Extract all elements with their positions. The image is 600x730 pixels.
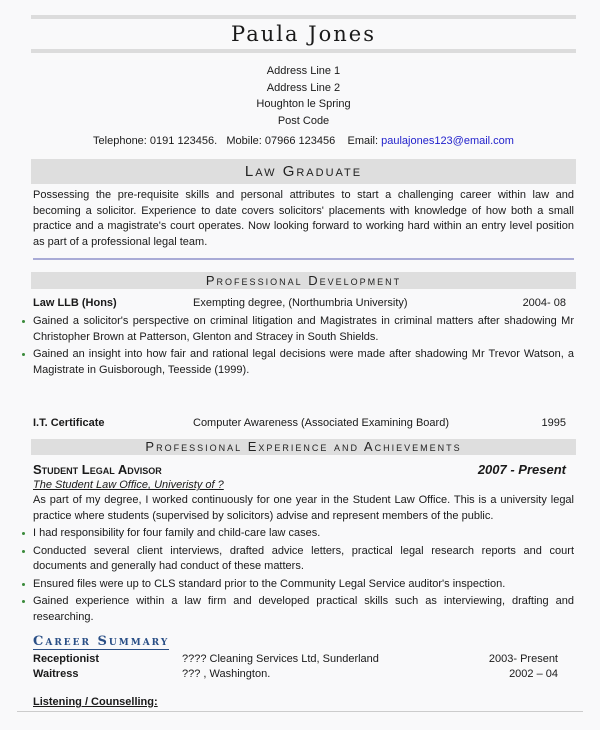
candidate-name: Paula Jones: [231, 22, 376, 46]
list-item: Gained a solicitor's perspective on criminal litigation and Magistrates in criminal matters after shadowing Mr Christopher Brown at Patterson, Glenton and Stracey in South Shields.: [33, 314, 574, 345]
qualification-title: Law LLB (Hons): [33, 297, 117, 309]
list-item: Gained an insight into how fair and rational legal decisions were made after shadowing Mr Trevor Watson, a Magistrate in Guisborough, Teesside (1999).: [33, 347, 574, 378]
profile-text: Possessing the pre-requisite skills and personal attributes to start a challenging career within law and becoming a solicitor. Experience to date covers solicitors' placements with knowledge of how both a small practice and a magistrate's court operates. Now looking forward to working hard within an entry level position as part of a professional legal team.: [33, 189, 574, 248]
top-rule: [31, 15, 576, 19]
qualification-row: [33, 416, 574, 431]
qualification-detail: Exempting degree, (Northumbria University): [193, 297, 408, 309]
role-row: [33, 462, 574, 477]
career-role: Waitress: [33, 668, 79, 680]
address-line: Address Line 2: [266, 81, 341, 94]
qualification-title: I.T. Certificate: [33, 417, 105, 429]
address-line: Address Line 1: [266, 65, 341, 77]
list-item: Conducted several client interviews, drafted advice letters, practical legal research reports and court documents and generally had conduct of these matters.: [33, 544, 574, 575]
bottom-rule: [17, 711, 583, 712]
career-role: Receptionist: [33, 653, 100, 665]
list-item: I had responsibility for four family and child-care law cases.: [33, 526, 574, 542]
qualification-row: [33, 296, 574, 311]
career-employer: ???? Cleaning Services Ltd, Sunderland: [182, 653, 379, 665]
career-row: [33, 667, 574, 682]
section-divider: [33, 258, 574, 260]
career-row: [33, 652, 574, 667]
career-employer: ??? , Washington.: [182, 668, 271, 680]
section-header-law-graduate: Law Graduate: [31, 159, 576, 184]
address-line: Houghton le Spring: [256, 98, 351, 110]
name-rule: [31, 49, 576, 53]
qualification-detail: Computer Awareness (Associated Examining Board): [193, 417, 449, 429]
role-summary: As part of my degree, I worked continuously for one year in the Student Law Office. This is a university legal practice where students (supervised by solicitors) advise and represent members of the public.: [33, 494, 574, 522]
email-label: Email:: [347, 135, 379, 147]
contact-line: [31, 134, 576, 149]
address-line: Post Code: [277, 114, 330, 127]
role-title: Student Legal Advisor: [33, 462, 162, 477]
qualification-date: 1995: [541, 417, 566, 429]
career-date: 2003- Present: [488, 653, 558, 665]
section-header-professional-development: Professional Development: [31, 272, 576, 289]
role-dates: 2007 - Present: [477, 462, 566, 477]
telephone: Telephone: 0191 123456.: [93, 135, 218, 147]
list-item: Ensured files were up to CLS standard prior to the Community Legal Service auditor's inspection.: [33, 577, 574, 593]
mobile: Mobile: 07966 123456: [226, 135, 336, 147]
qualification-date: 2004- 08: [522, 297, 566, 309]
section-header-experience: Professional Experience and Achievements: [31, 439, 576, 455]
section-header-career-summary: Career Summary: [33, 634, 170, 649]
employer: The Student Law Office, Univeristy of ?: [33, 479, 224, 491]
skills-heading: Listening / Counselling:: [33, 696, 158, 708]
list-item: Gained experience within a law firm and developed practical skills such as interviewing, drafting and researching.: [33, 594, 574, 625]
email-link[interactable]: paulajones123@email.com: [381, 135, 514, 147]
career-date: 2002 – 04: [509, 668, 558, 680]
